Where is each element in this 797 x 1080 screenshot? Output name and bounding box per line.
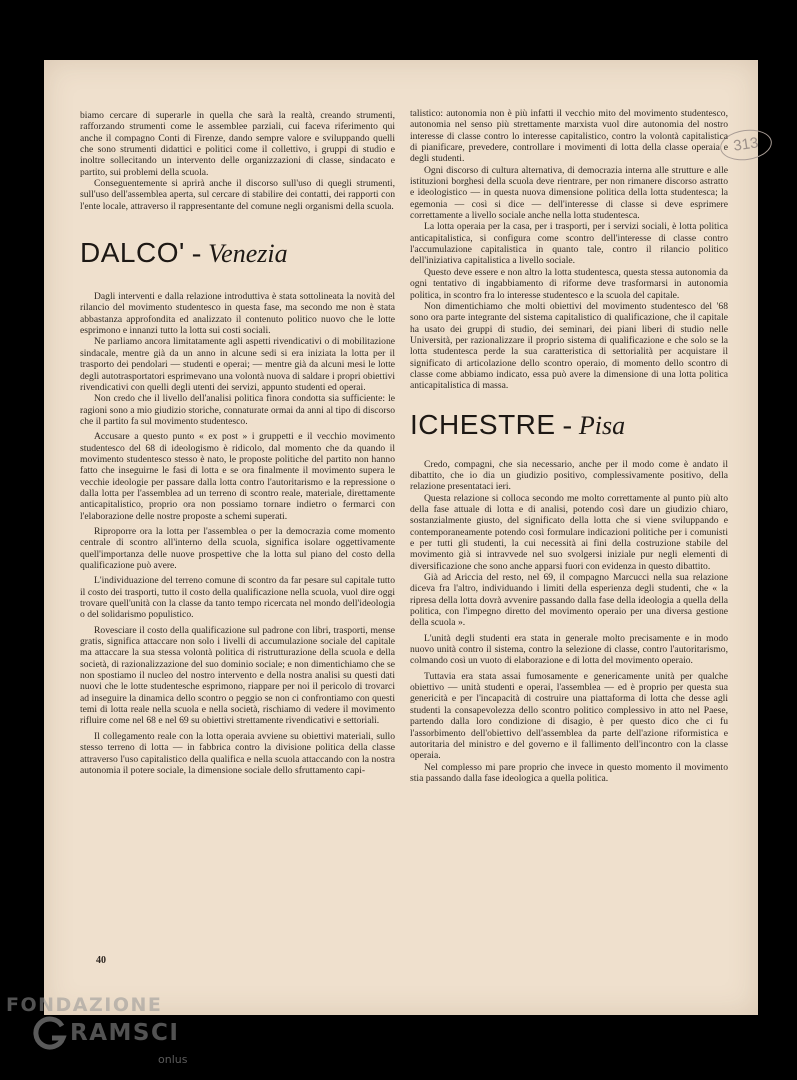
archive-stamp: 313	[718, 127, 774, 164]
heading-dash: -	[191, 238, 202, 270]
paragraph: Accusare a questo punto « ex post » i gruppetti e il vecchio movimento studentesco del 68 di ideologismo è ridicolo, dal momento che da quando il movimento studentesco stesso è nato, le proposte politiche del partito non hanno fatto che inseguirne le fasi di lotta e se ora finalmente il movimento supera le vecchie ideologie per passare dalla lotta contro l'autoritarismo e la repressione o dalla lotta per l'assemblea ad un terreno di scontro reale, materiale, direttamente anticapitalistico, proprio ora non possiamo tornare indietro o fermarci con l'elaborazione delle nostre proposte a schemi superati.	[80, 431, 395, 522]
paragraph: Conseguentemente si aprirà anche il discorso sull'uso di quegli strumenti, sull'uso dell'assemblea aperta, sul cercare di stabilire dei contatti, dei rapporti con l'ente locale, attraverso il rappresentante del comune negli organismi della scuola.	[80, 178, 395, 212]
paragraph: Dagli interventi e dalla relazione introduttiva è stata sottolineata la novità del rilancio del movimento studentesco in questa fase, ma secondo me non è stata abbastanza approfondita ed analizzato il contenuto politico nuovo che le lotte esprimono e innanzi tutto la lotta sui costi sociali.	[80, 291, 395, 337]
paragraph: Rovesciare il costo della qualificazione sul padrone con libri, trasporti, mense gratis, significa attaccare non solo i livelli di accumulazione sociale del capitale ma attaccare la sua stessa volontà politica di ristrutturazione della scuola e della società, di razionalizzazione del suo dominio sociale; e non dimentichiamo che se non spostiamo il nucleo del nostro intervento e della nostra analisi su questi dati nuovi che le lotte studentesche esprimono, riappare per noi il pericolo di trovarci ad inseguire la dinamica dello scontro o peggio se non ci confrontiamo con questi temi di lotta reale nella scuola e nella società, rischiamo di vedere il movimento rifluire come nel 68 e nel 69 su obiettivi strettamente rivendicativi e settoriali.	[80, 624, 395, 727]
watermark-line-1: FONDAZIONE	[6, 994, 163, 1016]
watermark-line-3: onlus	[158, 1053, 188, 1066]
paragraph: L'individuazione del terreno comune di scontro da far pesare sul capitale tutto il costo dei trasporti, tutto il costo della qualificazione nella scuola, vuol dire oggi trovare quell'unità con la classe da tanto tempo ricercata nel mondo dell'ideologia o del solidarismo populistico.	[80, 575, 395, 621]
paragraph: Tuttavia era stata assai fumosamente e genericamente unità per qualche obiettivo — unità studenti e operai, l'assemblea — ed è proprio per questa sua genericità e per l'incapacità di costruire una piattaforma di lotta che desse agli studenti la consapevolezza dello scontro politico complessivo in atto nel Paese, partendo dalla loro condizione di disagio, è per questo dico che ci fu l'assorbimento dell'obiettivo dell'assemblea da parte dell'azione riformistica e autoritaria del ministro e del governo e il fallimento dell'incontro con la classe operaia.	[410, 670, 728, 762]
speaker-name: DALCO'	[80, 237, 185, 269]
speaker-city: Venezia	[208, 239, 288, 269]
heading-dash: -	[562, 409, 572, 441]
paragraph: Credo, compagni, che sia necessario, anche per il modo come è andato il dibattito, che io dia un giudizio positivo, complessivamente positivo, della relazione presentataci ieri.	[410, 458, 728, 493]
paragraph: Riproporre ora la lotta per l'assemblea o per la democrazia come momento centrale di scontro all'interno della scuola, significa isolare oggettivamente quell'importanza delle nuove prospettive che la lotta sul piano del costo della qualificazione può avere.	[80, 525, 395, 571]
paragraph: biamo cercare di superarle in quella che sarà la realtà, creando strumenti, rafforzando strumenti come le assemblee parziali, cui faceva riferimento qui anche il compagno Conti di Firenze, dando sempre valore e sviluppando quelli che sono strumenti didattici e politici come il collettivo, i gruppi di studio e inoltre sollecitando un intervento delle organizzazioni di classe, sindacato e partito, sui problemi della scuola.	[80, 110, 395, 178]
paragraph: Il collegamento reale con la lotta operaia avviene su obiettivi materiali, sullo stesso terreno di lotta — in fabbrica contro la divisione politica della classe attraverso l'uso capitalistico della qualifica e nella scuola attaccando con la nostra autonomia il potere sociale, la dimensione sociale dello sfruttamento capi-	[80, 730, 395, 776]
paragraph: Questo deve essere e non altro la lotta studentesca, questa stessa autonomia da ogni tentativo di ingabbiamento di riforme deve trasformarsi in autonomia politica, in scontro fra lo interesse studentesco e la scuola del capitale.	[410, 266, 728, 301]
paragraph: Già ad Ariccia del resto, nel 69, il compagno Marcucci nella sua relazione diceva fra l'altro, individuando i limiti della esperienza degli studenti, che « la ripresa della lotta dovrà avvenire passando dalla fase della ideologia a quella della politica, con l'impegno diretto del movimento operaio per una diversa gestione della scuola ».	[410, 572, 728, 629]
left-column	[80, 110, 395, 776]
paragraph: Ne parliamo ancora limitatamente agli aspetti rivendicativi o di mobilitazione sindacale, mentre già da un anno in alcune sedi si era iniziata la lotta per il trasporto dei pendolari — studenti e operai; — mentre già da alcuni mesi le lotte degli autotrasportatori esprimevano una volontà nuova di saldare i propri obiettivi rivendicativi con quelli degli utenti dei servizi, appunto studenti ed operai.	[80, 336, 395, 393]
paragraph: Nel complesso mi pare proprio che invece in questo momento il movimento stia passando dalla fase ideologica a quella politica.	[410, 761, 728, 784]
paragraph: La lotta operaia per la casa, per i trasporti, per i servizi sociali, è lotta politica anticapitalistica, si configura come scontro dell'interesse di classe contro l'accumulazione capitalistica in quanto tale, contro il rilancio politico dell'iniziativa capitalistica a livello sociale.	[410, 221, 728, 267]
paragraph: talistico: autonomia non è più infatti il vecchio mito del movimento studentesco, autonomia nel senso più strettamente marxista vuol dire autonomia del nostro interesse di classe contro lo interesse capitalistico, contro la volontà capitalistica di pianificare, prevedere, controllare i movimenti di lotta della classe operaia e degli studenti.	[410, 108, 728, 165]
speaker-city: Pisa	[578, 410, 626, 440]
speaker-name: ICHESTRE	[410, 408, 556, 440]
foundation-logo-icon	[32, 1016, 68, 1052]
paragraph: Non credo che il livello dell'analisi politica finora condotta sia sufficiente: le ragioni sono a mio giudizio storiche, connaturate ormai da anni al tipo di discorso che il partito fa sul movimento studentesco.	[80, 393, 395, 427]
section-heading-dalco	[80, 238, 395, 269]
archive-watermark	[0, 990, 260, 1080]
right-column	[410, 108, 728, 784]
section-heading-ichestre	[410, 410, 728, 441]
paragraph: Non dimentichiamo che molti obiettivi del movimento studentesco del '68 sono ora parte integrante del sistema capitalistico di qualificazione, che il capitale ha usato dei gruppi di studio, dei seminari, dei piani liberi di studio nelle Università, per razionalizzare il proprio sistema di qualificazione e che solo se la lotta studentesca perde la sua caratteristica di settorialità per acquistare il significato di articolazione dello scontro operaio, di momento dello scontro di classe come abbiamo indicato, essa può avere la dimensione di una lotta politica anticapitalistica di massa.	[410, 300, 728, 392]
page-number: 40	[96, 955, 106, 966]
watermark-line-2: RAMSCI	[70, 1020, 180, 1046]
paragraph: Questa relazione si colloca secondo me molto correttamente al punto più alto della fase attuale di lotta e di analisi, potendo così dare un giudizio chiaro, sostanzialmente giusto, del significato della lotta che si viene sviluppando e contemporaneamente potendo così formulare indicazioni politiche per i comunisti e per tutti gli studenti, la cui necessità ai fini della costruzione stabile del movimento già si intravvede nel suo svolgersi iniziale pur negli elementi di diversificazione che sono anche apparsi fuori con evidenza in questo dibattito.	[410, 492, 728, 572]
paragraph: Ogni discorso di cultura alternativa, di democrazia interna alle strutture e alle istituzioni borghesi della scuola deve rientrare, per non rimanere discorso astratto e ideologistico — in questa nuova dimensione politica della lotta studentesca; la egemonia — così si dice — dell'interesse di classe si deve esprimere correttamente a livello sociale anche nella lotta studentesca.	[410, 164, 728, 222]
paragraph: L'unità degli studenti era stata in generale molto precisamente e in modo nuovo unità contro il sistema, contro la selezione di classe, contro l'autoritarismo, colmando così un vuoto di elaborazione e di lotta del movimento operaio.	[410, 632, 728, 667]
magazine-page	[44, 60, 758, 1015]
